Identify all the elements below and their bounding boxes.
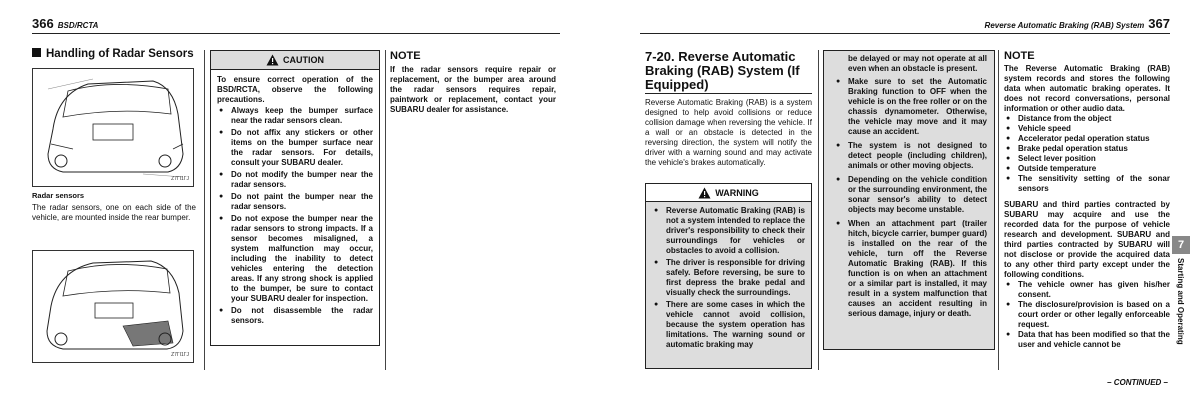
warning-item: ● When an attachment part (trailer hitch, bicycle carrier, bumper guard) is installed on the rear of the vehicle, turn off the Reverse Automatic Braking (RAB). If this function is on when an attachment or a similar part is installed, it may result in a system malfunction that causes an accident resulting in serious damage, injury or death. (834, 219, 987, 319)
warning-item: ● The system is not designed to detect people (including children), animals or other moving objects. (834, 141, 987, 171)
warning-item: ● Depending on the vehicle condition or the surrounding environment, the sonar sensor's ability to detect objects may become unstable. (834, 175, 987, 215)
chapter-tab[interactable]: 7 (1172, 236, 1190, 254)
radar-heading (32, 48, 194, 60)
warning-item: ● Make sure to set the Automatic Braking function to OFF when the vehicle is on the free roller or on the chassis dynamometer. Otherwise, the vehicle may move and it may cause an accident. (834, 77, 987, 137)
warning-continuation-lead: be delayed or may not operate at all even when an obstacle is present. (848, 54, 987, 73)
right-note-para2: SUBARU and third parties contracted by SUBARU may acquire and use the recorded data for the purpose of vehicle research and development. SUBARU and third parties contracted by SUBARU will not disclose or provide the acquired data to any other third party except under the following conditions. (1004, 200, 1170, 279)
car-rear-sensor-diagram (33, 251, 193, 362)
left-section-title: BSD/RCTA (57, 21, 99, 30)
recorded-data-item: ● Vehicle speed (1004, 124, 1170, 134)
warning-continuation-body (834, 54, 987, 321)
caution-item: ● Do not affix any stickers or other items on the bumper surface near the radar sensors. For details, consult your SUBARU dealer. (217, 128, 373, 168)
radar-location-illustration (32, 250, 194, 363)
image-code: Z7ГI1ГJ (171, 176, 189, 182)
caution-intro: To ensure correct operation of the BSD/RCTA, observe the following precautions. (217, 75, 373, 104)
recorded-data-list (1004, 114, 1170, 194)
rab-section-title: 7-20. Reverse Automatic Braking (RAB) System (If Equipped) (645, 49, 800, 92)
condition-item: ● The vehicle owner has given his/her consent. (1004, 280, 1170, 300)
warning-header (646, 184, 811, 202)
column-divider (385, 50, 386, 370)
caution-header (211, 51, 379, 70)
caution-item: ● Do not modify the bumper near the radar sensors. (217, 170, 373, 190)
rab-body-text: Reverse Automatic Braking (RAB) is a system designed to help avoid collisions or reduce collision damage when reversing the vehicle. If a wall or an obstacle is detected in the reversing direction, the system will notify the driver with a warning sound and may activate the vehicle's brakes automatically. (645, 98, 812, 167)
warning-item: ● Reverse Automatic Braking (RAB) is not a system intended to replace the driver's responsibility to check their surroundings for vehicles or obstacles to avoid a collision. (652, 206, 805, 256)
square-bullet-icon (32, 48, 41, 57)
condition-item: ● The disclosure/provision is based on a court order or other legally enforceable request. (1004, 300, 1170, 330)
warning-continuation-box (823, 50, 995, 350)
column-divider (998, 50, 999, 370)
caution-item: ● Do not disassemble the radar sensors. (217, 306, 373, 326)
right-page-number: 367 (1148, 16, 1170, 31)
right-header-rule (640, 33, 1170, 34)
caution-item: ● Do not expose the bumper near the radar sensors to strong impacts. If a sensor becomes misaligned, a system malfunction may occur, including the inability to detect vehicles entering the detection areas. If any strong shock is applied to the bumper, be sure to contact your SUBARU dealer for inspection. (217, 214, 373, 304)
warning-item: ● There are some cases in which the vehicle cannot avoid collision, because the system operation has limitations. The warning sound or automatic braking may (652, 300, 805, 350)
recorded-data-item: ● Outside temperature (1004, 164, 1170, 174)
right-page-header (985, 16, 1170, 31)
right-note (1004, 50, 1170, 350)
recorded-data-item: ● Brake pedal operation status (1004, 144, 1170, 154)
left-note-text: If the radar sensors require repair or replacement, or the bumper area around the radar sensors requires repair, paintwork or replacement, contact your SUBARU dealer for assistance. (390, 65, 556, 114)
warning-triangle-icon (266, 54, 279, 66)
caution-body (217, 75, 373, 328)
warning-box (645, 183, 812, 369)
image-code: Z7ГI1ГJ (171, 352, 189, 358)
radar-body-text: The radar sensors, one on each side of the vehicle, are mounted inside the rear bumper. (32, 203, 196, 222)
column-divider (204, 50, 205, 370)
right-section-title: Reverse Automatic Braking (RAB) System (984, 21, 1145, 30)
left-note (390, 50, 556, 115)
recorded-data-item: ● Select lever position (1004, 154, 1170, 164)
radar-sensor-illustration (32, 68, 194, 187)
recorded-data-item: ● Distance from the object (1004, 114, 1170, 124)
condition-item: ● Data that has been modified so that the user and vehicle cannot be (1004, 330, 1170, 350)
left-page-number: 366 (32, 16, 54, 31)
warning-body (652, 206, 805, 352)
warning-triangle-icon (698, 187, 711, 199)
radar-caption: Radar sensors (32, 191, 85, 200)
caution-box (210, 50, 380, 346)
column-divider (818, 50, 819, 370)
warning-title: WARNING (715, 187, 759, 198)
continued-label: – CONTINUED – (1107, 378, 1168, 387)
left-note-title: NOTE (390, 50, 421, 62)
condition-list (1004, 280, 1170, 350)
caution-title: CAUTION (283, 55, 324, 65)
caution-item: ● Always keep the bumper surface near the radar sensors clean. (217, 106, 373, 126)
left-header-rule (32, 33, 560, 34)
recorded-data-item: ● Accelerator pedal operation status (1004, 134, 1170, 144)
recorded-data-item: ● The sensitivity setting of the sonar sensors (1004, 174, 1170, 194)
chapter-tab-label: Starting and Operating (1176, 258, 1185, 345)
section-title-rule (645, 93, 812, 94)
radar-heading-text: Handling of Radar Sensors (46, 48, 194, 60)
right-note-title: NOTE (1004, 50, 1035, 62)
car-rear-diagram (33, 69, 193, 186)
caution-item: ● Do not paint the bumper near the radar sensors. (217, 192, 373, 212)
right-note-intro: The Reverse Automatic Braking (RAB) system records and stores the following data when automatic braking operates. It does not record conversations, personal information or other audio data. (1004, 64, 1170, 113)
warning-item: ● The driver is responsible for driving safely. Before reversing, be sure to first depress the brake pedal and visually check the surroundings. (652, 258, 805, 298)
left-page-header (32, 16, 98, 31)
